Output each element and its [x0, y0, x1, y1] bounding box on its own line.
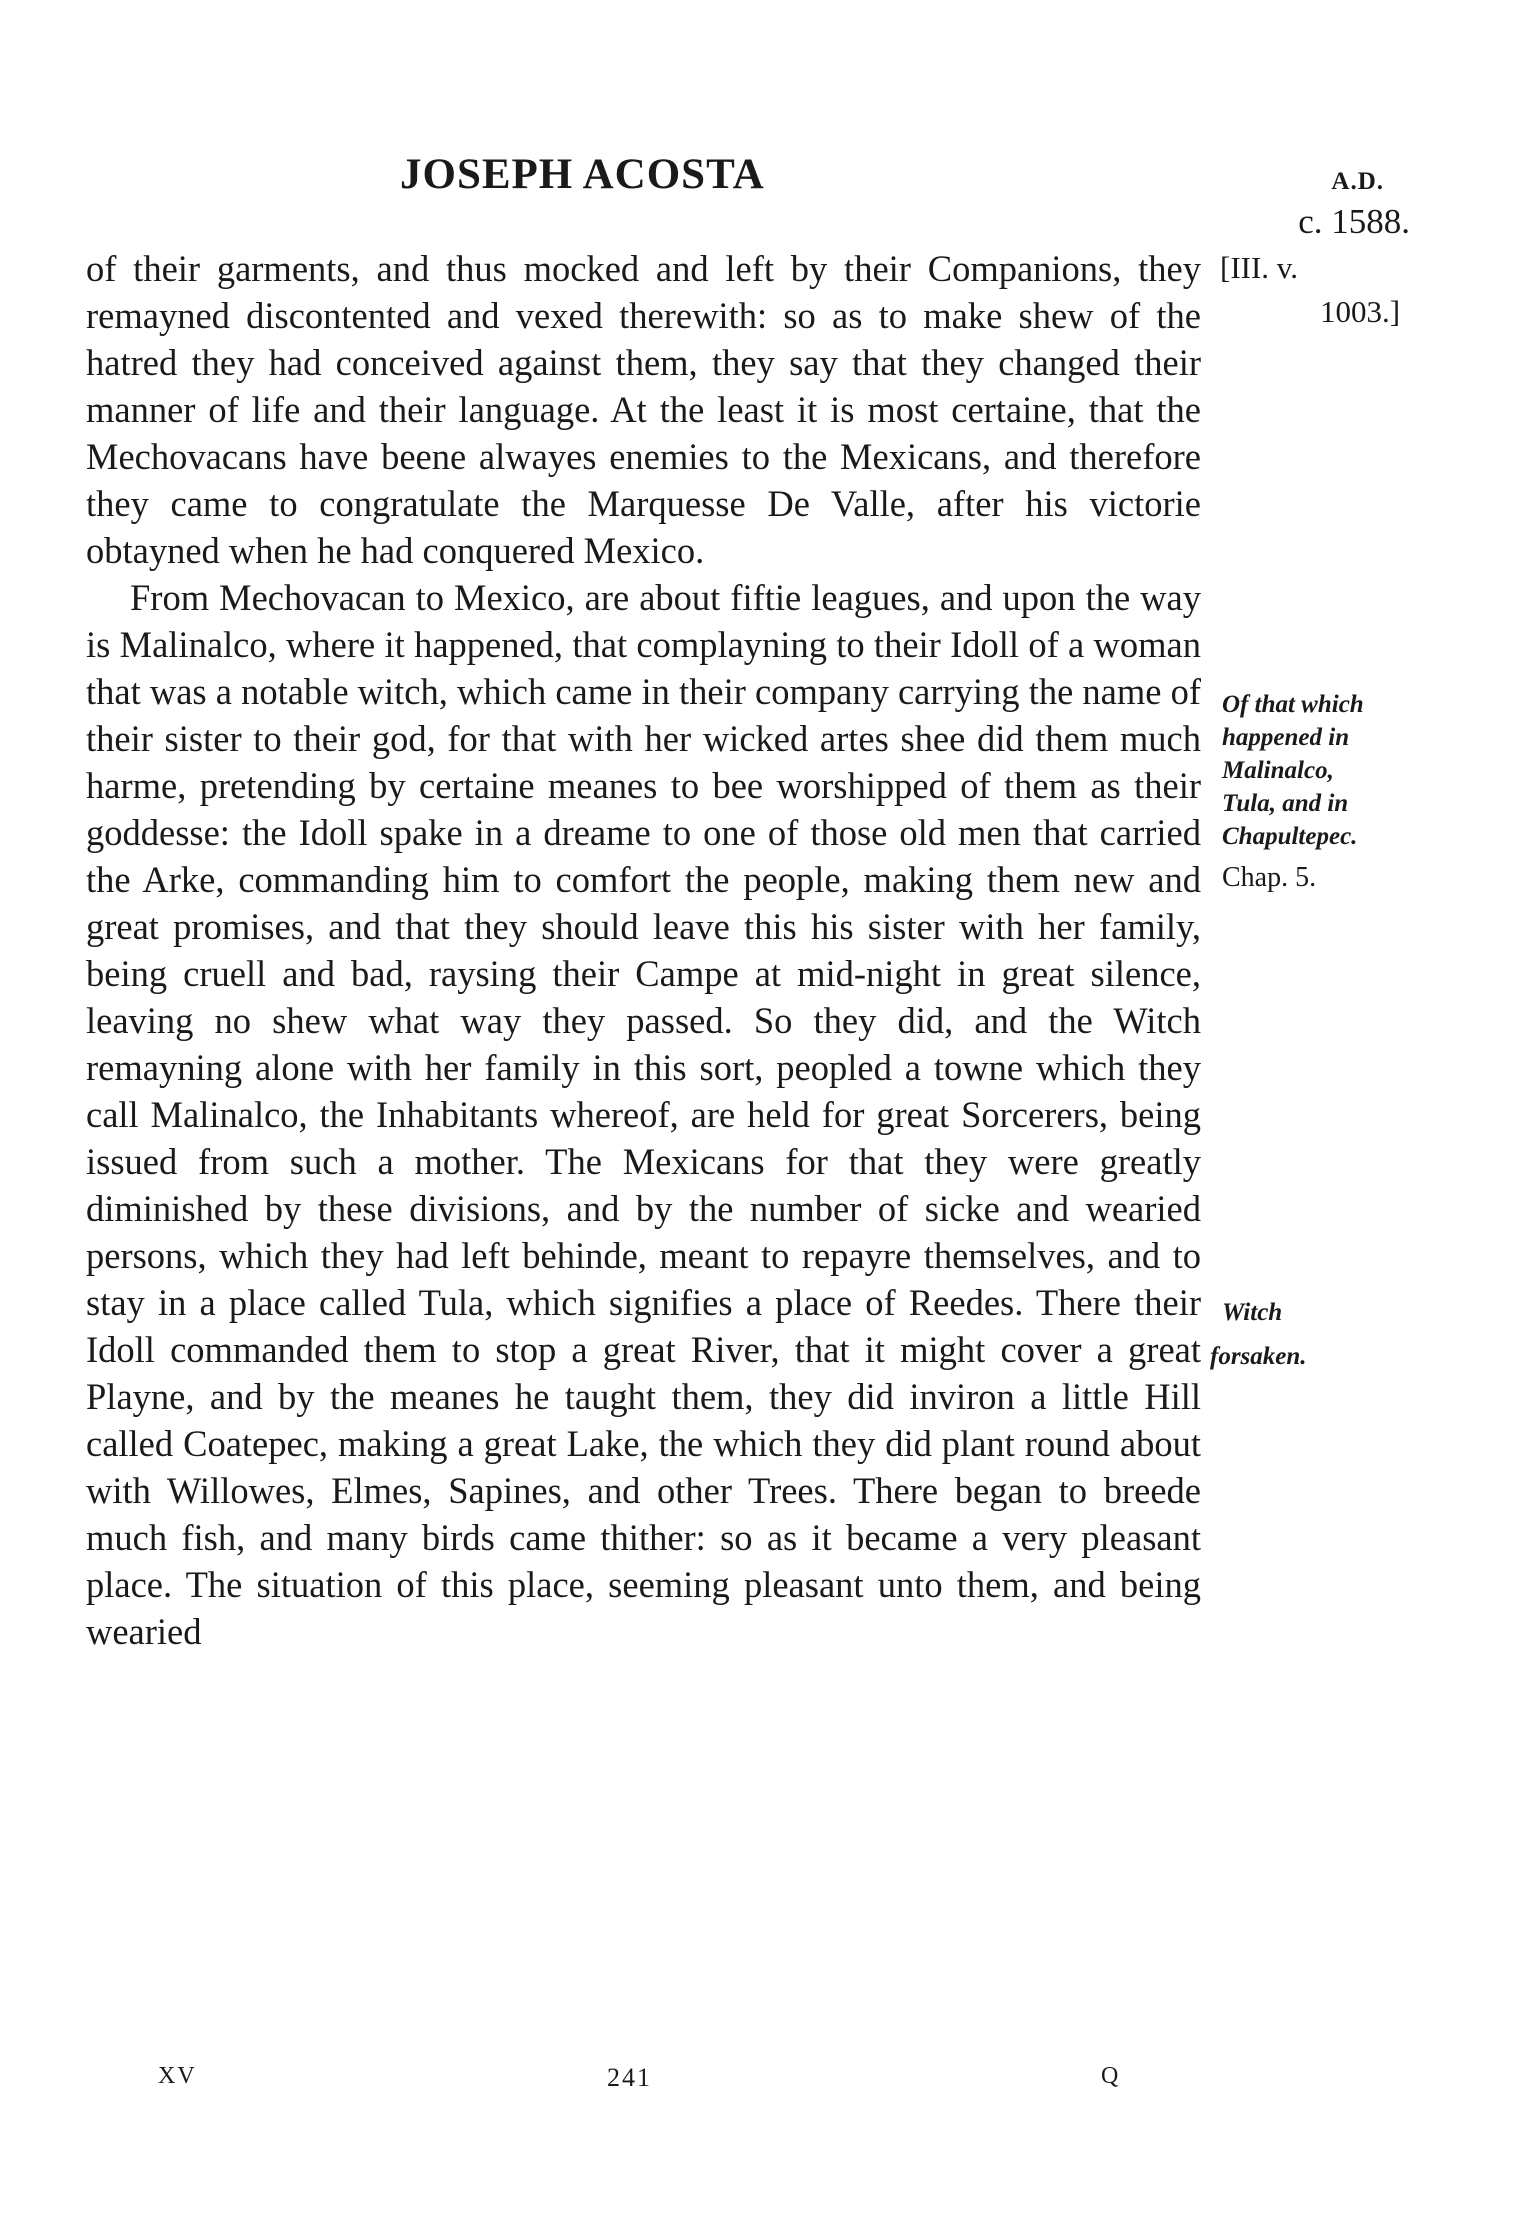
- margin-note-chapter: Chap. 5.: [1222, 862, 1317, 893]
- margin-note-line: Tula, and in: [1222, 790, 1349, 817]
- running-title: JOSEPH ACOSTA: [400, 151, 765, 198]
- date-block: [1240, 162, 1410, 242]
- margin-note-line: Of that which: [1222, 691, 1364, 718]
- margin-note-line: happened in: [1222, 724, 1350, 751]
- paragraph: of their garments, and thus mocked and left by their Companions, they remayned discontented and vexed therewith: so as to make shew of the hatred they had conceived against them, they say that they changed their manner of life and their language. At the least it is most certaine, that the Mechovacans have beene alwayes enemies to the Mexicans, and therefore they came to congratulate the Marquesse De Valle, after his victorie obtayned when he had conquered Mexico.: [86, 248, 1201, 571]
- page-reference-line-1: [III. v.: [1220, 250, 1299, 285]
- footer-page-number: 241: [607, 2063, 652, 2092]
- margin-note-line: Witch: [1222, 1299, 1283, 1326]
- footer-signature: XV: [158, 2063, 197, 2089]
- paragraph: From Mechovacan to Mexico, are about fiftie leagues, and upon the way is Malinalco, where it happened, that complayning to their Idoll of a woman that was a notable witch, which came in their company carrying the name of their sister to their god, for that with her wicked artes shee did them much harme, pretending by certaine meanes to bee worshipped of them as their goddesse: the Idoll spake in a dreame to one of those old men that carried the Arke, commanding him to comfort the people, making them new and great promises, and that they should leave this his sister with her family, being cruell and bad, raysing their Campe at mid-night in great silence, leaving no shew what way they passed. So they did, and the Witch remayning alone with her family in this sort, peopled a towne which they call Malinalco, the Inhabitants whereof, are held for great Sorcerers, being issued from such a mother. The Mexicans for that they were greatly diminished by these divisions, and by the number of sicke and wearied persons, which they had left behinde, meant to repayre themselves, and to stay in a place called Tula, which signifies a place of Reedes. There their Idoll commanded them to stop a great River, that it might cover a great Playne, and by the meanes he taught them, they did inviron a little Hill called Coatepec, making a great Lake, the which they did plant round about with Willowes, Elmes, Sapines, and other Trees. There began to breede much fish, and many birds came thither: so as it became a very pleasant place. The situation of this place, seeming pleasant unto them, and being wearied: [86, 577, 1201, 1652]
- body-text: [86, 245, 1201, 1655]
- margin-note-line: Malinalco,: [1222, 757, 1334, 784]
- date-era: A.D.: [1331, 168, 1384, 195]
- footer-signature-letter: Q: [1101, 2063, 1121, 2089]
- page-reference-line-2: 1003.]: [1320, 294, 1401, 329]
- margin-note-line: Chapultepec.: [1222, 823, 1358, 850]
- margin-note-line: forsaken.: [1210, 1343, 1307, 1370]
- date-year: c. 1588.: [1298, 202, 1410, 241]
